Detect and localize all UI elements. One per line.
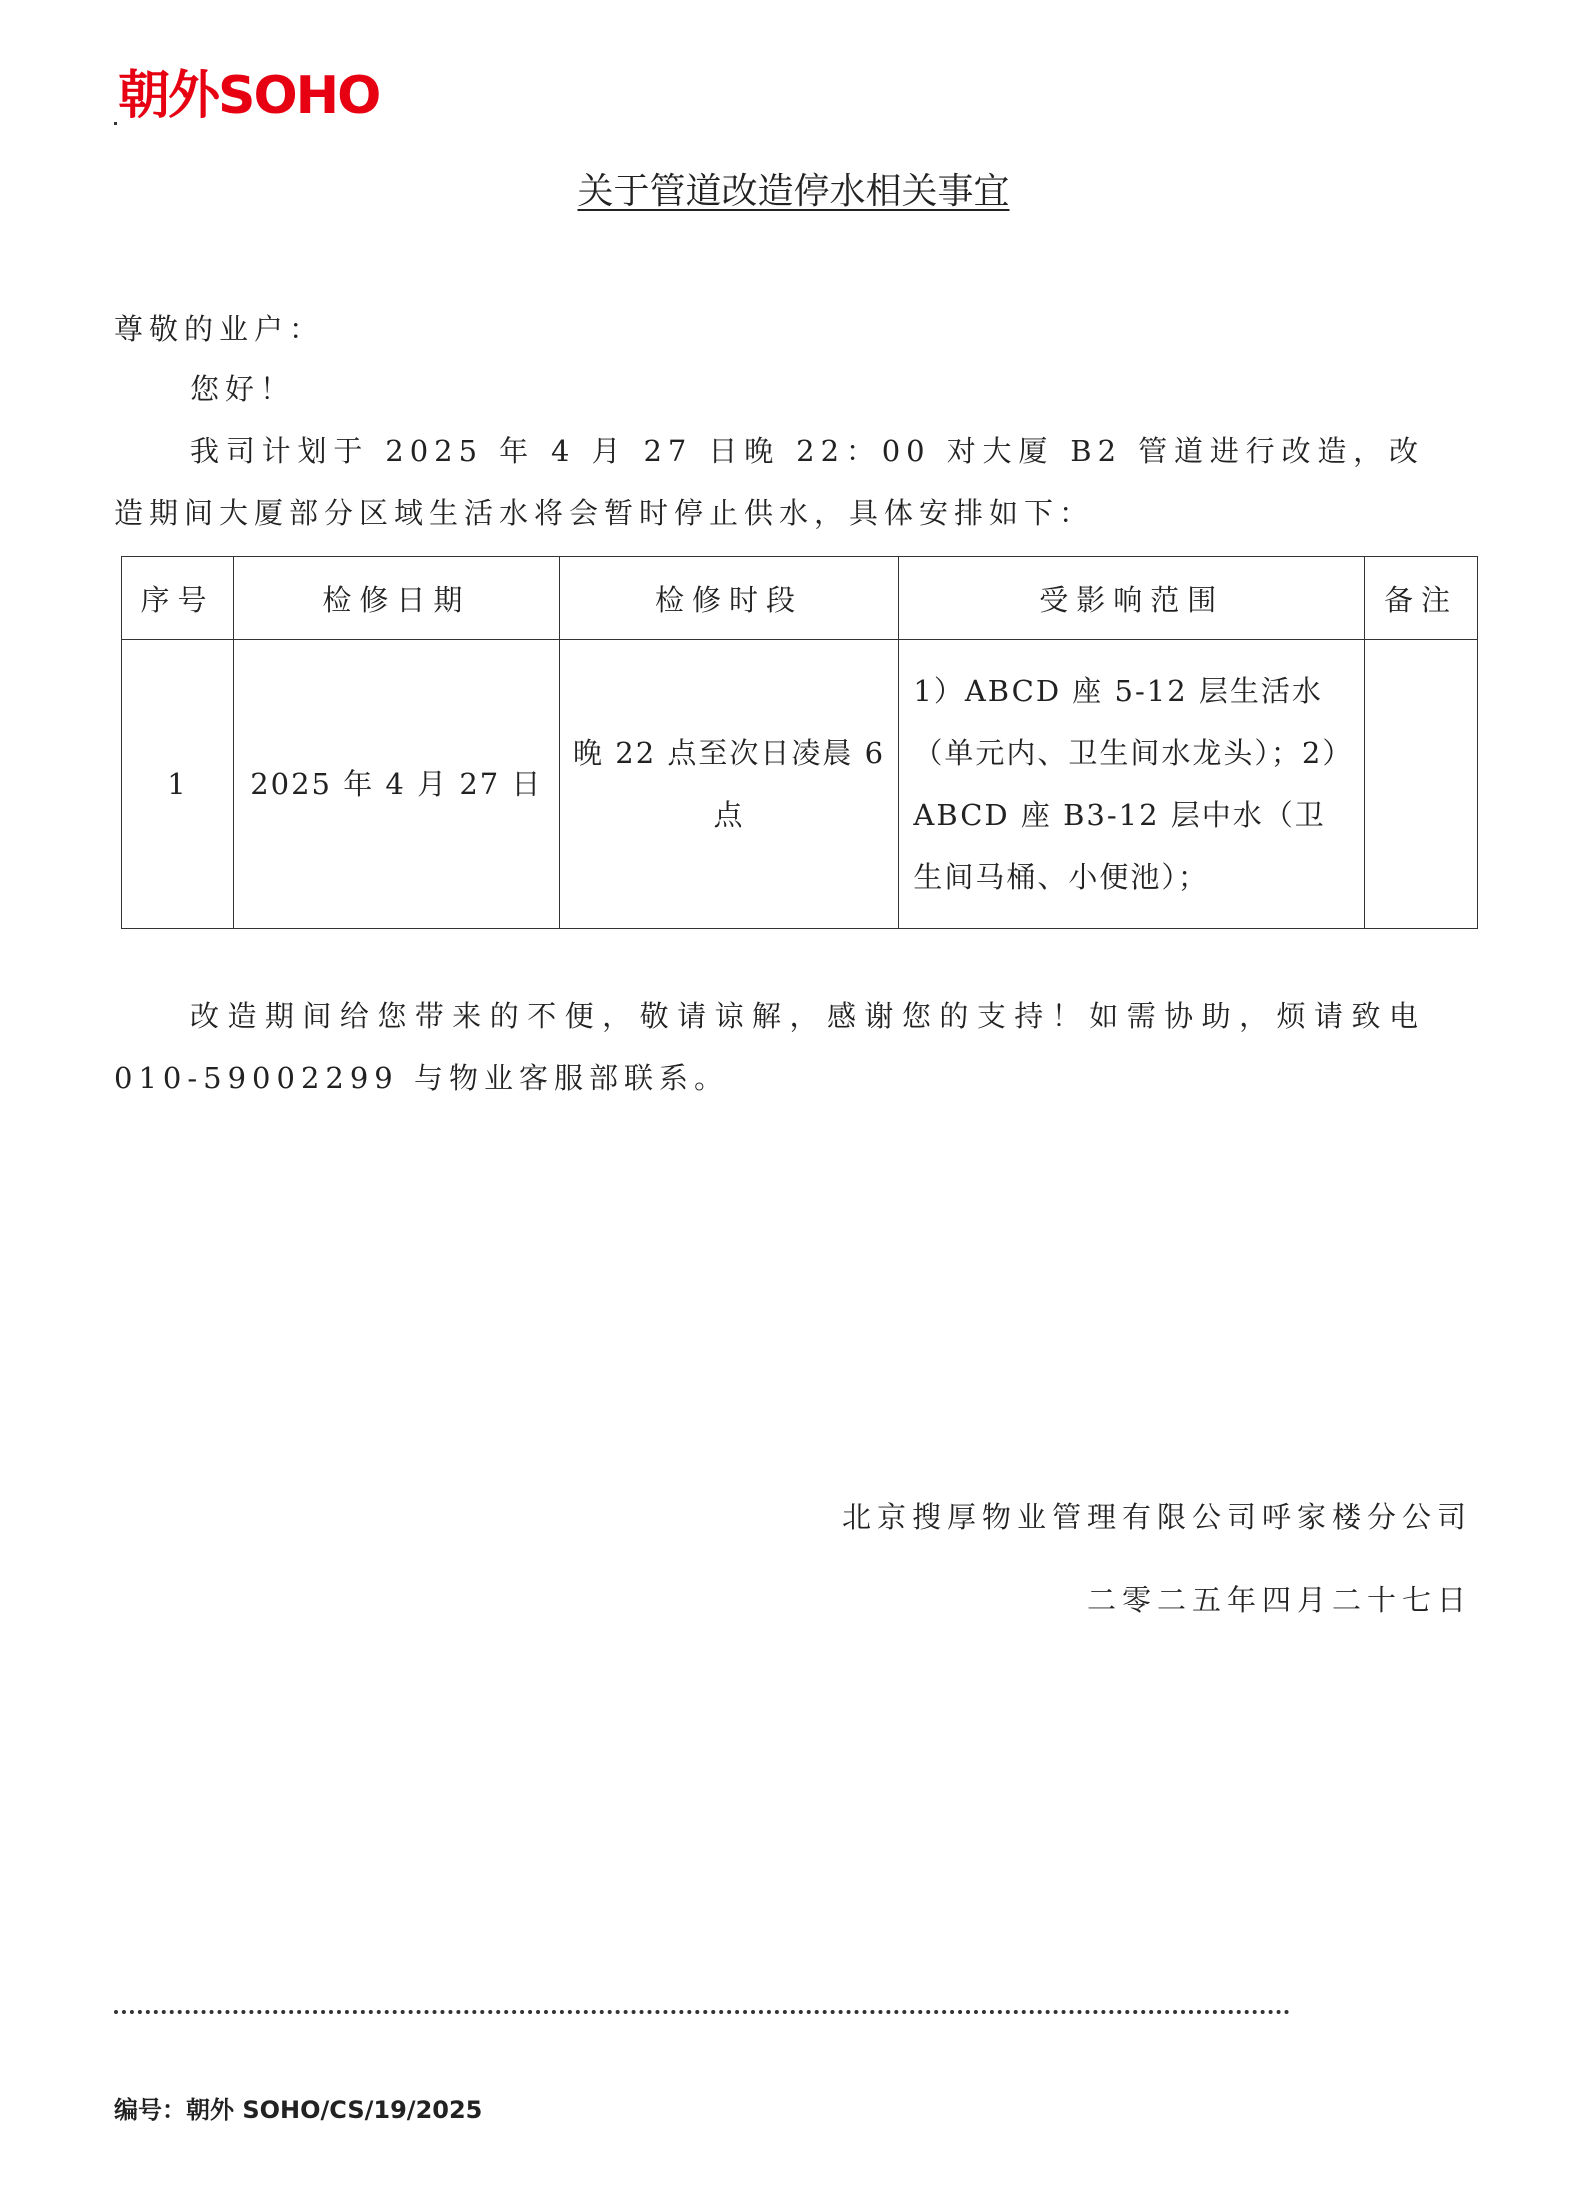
notice-title-text: 关于管道改造停水相关事宜 xyxy=(577,171,1010,212)
maintenance-schedule-table xyxy=(121,556,1478,929)
header-date: 检修日期 xyxy=(233,557,559,640)
document-code: 编号：朝外 SOHO/CS/19/2025 xyxy=(114,2096,483,2124)
notice-title xyxy=(0,170,1587,214)
intro-paragraph: 我司计划于 2025 年 4 月 27 日晚 22：00 对大厦 B2 管道进行改造，改造期间大厦部分区域生活水将会暂时停止供水，具体安排如下： xyxy=(114,434,1424,530)
cell-no: 1 xyxy=(122,640,234,929)
logo-dot-mark xyxy=(114,122,117,125)
salutation: 您好！ xyxy=(190,372,296,406)
closing-paragraph: 改造期间给您带来的不便，敬请谅解，感谢您的支持！如需协助，烦请致电 010-59002299 与物业客服部联系。 xyxy=(114,999,1424,1095)
cell-range: 1）ABCD 座 5-12 层生活水（单元内、卫生间水龙头）；2）ABCD 座 B3-12 层中水（卫生间马桶、小便池）； xyxy=(899,640,1365,929)
signature-date: 二零二五年四月二十七日 xyxy=(1086,1583,1472,1617)
header-no: 序号 xyxy=(122,557,234,640)
header-range: 受影响范围 xyxy=(899,557,1365,640)
cell-date: 2025 年 4 月 27 日 xyxy=(233,640,559,929)
header-note: 备注 xyxy=(1365,557,1478,640)
header-period: 检修时段 xyxy=(559,557,899,640)
table-row xyxy=(122,640,1478,929)
signature-company: 北京搜厚物业管理有限公司呼家楼分公司 xyxy=(841,1500,1472,1534)
company-logo: 朝外SOHO xyxy=(118,66,380,126)
greeting: 尊敬的业户： xyxy=(114,312,325,346)
cell-note xyxy=(1365,640,1478,929)
table-header-row xyxy=(122,557,1478,640)
footer-divider xyxy=(114,2010,1290,2014)
cell-period: 晚 22 点至次日凌晨 6 点 xyxy=(559,640,899,929)
